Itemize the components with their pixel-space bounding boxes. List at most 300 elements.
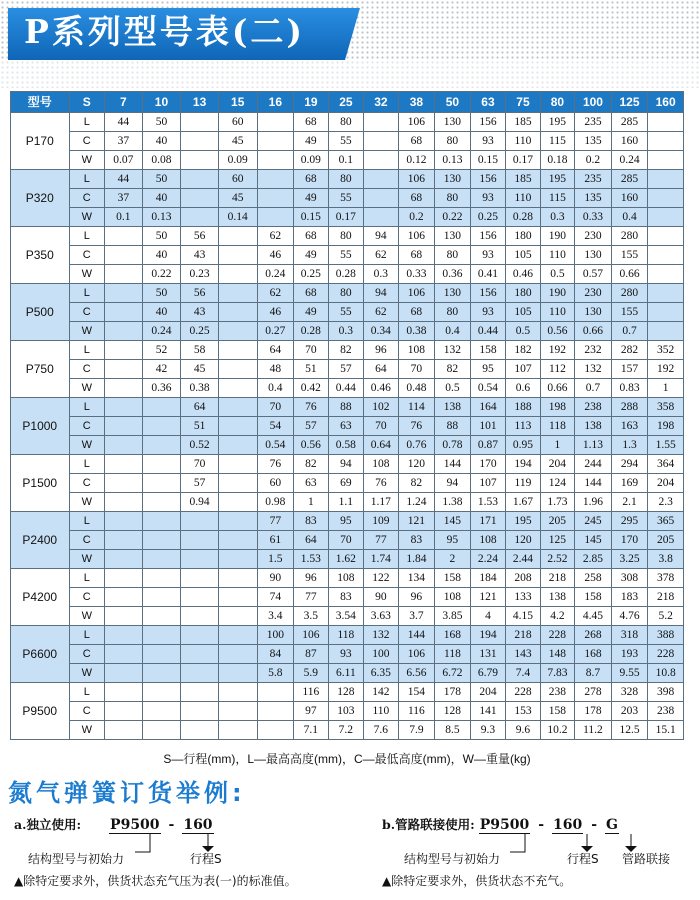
value-cell <box>105 683 143 702</box>
value-cell: 64 <box>257 341 294 360</box>
model-cell: P350 <box>11 227 70 284</box>
value-cell: 103 <box>328 702 364 721</box>
value-cell: 0.42 <box>294 379 328 398</box>
value-cell: 0.24 <box>611 151 648 170</box>
value-cell: 76 <box>294 398 328 417</box>
model-cell: P2400 <box>11 512 70 569</box>
row-type-cell: C <box>69 417 105 436</box>
example-b-note: ▲除特定要求外，供货状态不充气。 <box>382 874 572 888</box>
value-cell <box>105 417 143 436</box>
value-cell: 49 <box>294 246 328 265</box>
header-stroke-80: 80 <box>540 92 574 113</box>
value-cell: 0.41 <box>470 265 506 284</box>
value-cell: 83 <box>328 588 364 607</box>
value-cell: 7.9 <box>398 721 435 740</box>
value-cell: 114 <box>398 398 435 417</box>
value-cell <box>105 531 143 550</box>
value-cell: 7.2 <box>328 721 364 740</box>
value-cell: 60 <box>218 113 257 132</box>
value-cell <box>218 379 257 398</box>
value-cell: 51 <box>181 417 219 436</box>
value-cell: 70 <box>294 341 328 360</box>
value-cell: 235 <box>575 113 612 132</box>
table-row <box>11 645 684 664</box>
value-cell: 228 <box>648 645 684 664</box>
value-cell: 93 <box>328 645 364 664</box>
value-cell: 60 <box>218 170 257 189</box>
row-type-cell: L <box>69 170 105 189</box>
value-cell: 94 <box>364 284 398 303</box>
value-cell: 0.17 <box>328 208 364 227</box>
row-type-cell: L <box>69 341 105 360</box>
example-b-line <box>382 815 619 833</box>
value-cell: 1.84 <box>398 550 435 569</box>
header-stroke-100: 100 <box>575 92 612 113</box>
value-cell: 5.9 <box>294 664 328 683</box>
value-cell: 352 <box>648 341 684 360</box>
value-cell: 101 <box>470 417 506 436</box>
value-cell <box>181 550 219 569</box>
value-cell <box>105 227 143 246</box>
value-cell: 6.72 <box>435 664 471 683</box>
model-cell: P750 <box>11 341 70 398</box>
value-cell: 0.83 <box>611 379 648 398</box>
value-cell: 156 <box>470 284 506 303</box>
value-cell: 106 <box>398 170 435 189</box>
value-cell: 96 <box>294 569 328 588</box>
row-type-cell: W <box>69 664 105 683</box>
value-cell: 130 <box>575 303 612 322</box>
value-cell: 178 <box>575 702 612 721</box>
value-cell <box>142 569 181 588</box>
value-cell: 94 <box>435 474 471 493</box>
value-cell <box>142 702 181 721</box>
value-cell: 80 <box>328 113 364 132</box>
value-cell <box>181 607 219 626</box>
row-type-cell: L <box>69 398 105 417</box>
value-cell <box>105 569 143 588</box>
value-cell: 205 <box>648 531 684 550</box>
value-cell: 119 <box>506 474 540 493</box>
value-cell: 158 <box>575 588 612 607</box>
value-cell: 0.1 <box>105 208 143 227</box>
value-cell: 113 <box>506 417 540 436</box>
table-row <box>11 607 684 626</box>
value-cell: 190 <box>540 284 574 303</box>
value-cell: 230 <box>575 227 612 246</box>
value-cell <box>105 341 143 360</box>
value-cell <box>105 303 143 322</box>
value-cell: 0.5 <box>506 322 540 341</box>
header-stroke-32: 32 <box>364 92 398 113</box>
value-cell <box>218 398 257 417</box>
header-stroke: S <box>69 92 105 113</box>
example-a-annotation-model: 结构型号与初始力 <box>28 852 125 866</box>
value-cell: 0.33 <box>575 208 612 227</box>
value-cell <box>218 360 257 379</box>
value-cell: 58 <box>181 341 219 360</box>
value-cell: 0.4 <box>435 322 471 341</box>
table-row <box>11 398 684 417</box>
value-cell: 80 <box>435 246 471 265</box>
value-cell <box>218 607 257 626</box>
header-stroke-75: 75 <box>506 92 540 113</box>
value-cell: 0.13 <box>142 208 181 227</box>
table-row <box>11 626 684 645</box>
model-cell: P4200 <box>11 569 70 626</box>
value-cell: 49 <box>294 132 328 151</box>
value-cell <box>142 588 181 607</box>
value-cell: 364 <box>648 455 684 474</box>
value-cell: 258 <box>575 569 612 588</box>
value-cell: 268 <box>575 626 612 645</box>
value-cell: 1.55 <box>648 436 684 455</box>
value-cell: 1.53 <box>294 550 328 569</box>
value-cell <box>257 132 294 151</box>
value-cell: 365 <box>648 512 684 531</box>
table-row <box>11 379 684 398</box>
value-cell: 194 <box>470 626 506 645</box>
value-cell: 93 <box>470 246 506 265</box>
row-type-cell: L <box>69 284 105 303</box>
value-cell: 108 <box>364 455 398 474</box>
value-cell: 3.85 <box>435 607 471 626</box>
value-cell: 46 <box>257 246 294 265</box>
value-cell: 45 <box>218 132 257 151</box>
value-cell: 285 <box>611 113 648 132</box>
value-cell: 164 <box>470 398 506 417</box>
value-cell <box>218 417 257 436</box>
value-cell <box>105 721 143 740</box>
value-cell: 0.12 <box>398 151 435 170</box>
value-cell <box>181 170 219 189</box>
value-cell: 0.95 <box>506 436 540 455</box>
value-cell: 112 <box>540 360 574 379</box>
value-cell: 193 <box>611 645 648 664</box>
value-cell <box>218 303 257 322</box>
value-cell: 0.46 <box>506 265 540 284</box>
value-cell: 70 <box>328 531 364 550</box>
value-cell: 3.63 <box>364 607 398 626</box>
row-type-cell: L <box>69 227 105 246</box>
value-cell: 2 <box>435 550 471 569</box>
example-a-model-code: P9500 <box>110 817 160 833</box>
value-cell: 138 <box>435 398 471 417</box>
value-cell: 3.54 <box>328 607 364 626</box>
value-cell <box>181 626 219 645</box>
value-cell: 1.3 <box>611 436 648 455</box>
value-cell: 294 <box>611 455 648 474</box>
example-b-model-code: P9500 <box>479 817 530 833</box>
value-cell <box>105 588 143 607</box>
header-stroke-13: 13 <box>181 92 219 113</box>
value-cell: 77 <box>294 588 328 607</box>
value-cell <box>648 246 684 265</box>
row-type-cell: C <box>69 132 105 151</box>
value-cell: 0.54 <box>257 436 294 455</box>
table-row <box>11 341 684 360</box>
value-cell: 0.76 <box>398 436 435 455</box>
value-cell: 0.56 <box>294 436 328 455</box>
value-cell: 2.52 <box>540 550 574 569</box>
table-row <box>11 360 684 379</box>
value-cell: 1.73 <box>540 493 574 512</box>
model-cell: P9500 <box>11 683 70 740</box>
value-cell: 64 <box>364 360 398 379</box>
value-cell <box>105 284 143 303</box>
value-cell: 6.35 <box>364 664 398 683</box>
value-cell: 2.3 <box>648 493 684 512</box>
value-cell: 95 <box>328 512 364 531</box>
value-cell: 138 <box>540 588 574 607</box>
value-cell <box>218 626 257 645</box>
value-cell <box>257 189 294 208</box>
value-cell <box>218 512 257 531</box>
table-row <box>11 683 684 702</box>
table-header-row <box>11 92 684 113</box>
value-cell: 100 <box>364 645 398 664</box>
value-cell: 0.22 <box>142 265 181 284</box>
value-cell: 180 <box>506 227 540 246</box>
value-cell: 205 <box>540 512 574 531</box>
value-cell: 70 <box>398 360 435 379</box>
header-stroke-63: 63 <box>470 92 506 113</box>
value-cell: 228 <box>506 683 540 702</box>
value-cell <box>105 512 143 531</box>
value-cell: 106 <box>294 626 328 645</box>
value-cell: 398 <box>648 683 684 702</box>
value-cell <box>218 493 257 512</box>
value-cell: 46 <box>257 303 294 322</box>
value-cell: 62 <box>257 284 294 303</box>
value-cell: 90 <box>364 588 398 607</box>
value-cell: 120 <box>506 531 540 550</box>
value-cell: 198 <box>540 398 574 417</box>
value-cell: 121 <box>470 588 506 607</box>
value-cell: 0.5 <box>540 265 574 284</box>
value-cell <box>142 683 181 702</box>
value-cell: 125 <box>540 531 574 550</box>
table-row <box>11 569 684 588</box>
header-stroke-125: 125 <box>611 92 648 113</box>
value-cell: 106 <box>398 284 435 303</box>
example-b-separator-2: - <box>591 817 598 833</box>
value-cell: 84 <box>257 645 294 664</box>
value-cell: 158 <box>470 341 506 360</box>
value-cell: 0.34 <box>364 322 398 341</box>
value-cell: 8.5 <box>435 721 471 740</box>
value-cell: 0.66 <box>611 265 648 284</box>
model-cell: P1000 <box>11 398 70 455</box>
value-cell: 68 <box>294 227 328 246</box>
row-type-cell: C <box>69 588 105 607</box>
value-cell: 49 <box>294 303 328 322</box>
example-a-annotation-stroke: 行程S <box>190 852 222 866</box>
value-cell: 148 <box>540 645 574 664</box>
value-cell: 110 <box>364 702 398 721</box>
value-cell: 180 <box>506 284 540 303</box>
value-cell: 156 <box>470 227 506 246</box>
value-cell: 110 <box>506 189 540 208</box>
value-cell <box>257 151 294 170</box>
value-cell <box>105 702 143 721</box>
value-cell: 142 <box>364 683 398 702</box>
value-cell: 51 <box>294 360 328 379</box>
value-cell: 130 <box>435 227 471 246</box>
value-cell: 128 <box>328 683 364 702</box>
value-cell: 115 <box>540 189 574 208</box>
value-cell: 68 <box>398 303 435 322</box>
value-cell <box>181 645 219 664</box>
value-cell: 9.6 <box>506 721 540 740</box>
value-cell: 0.64 <box>364 436 398 455</box>
row-type-cell: L <box>69 569 105 588</box>
model-cell: P170 <box>11 113 70 170</box>
header-stroke-16: 16 <box>257 92 294 113</box>
row-type-cell: W <box>69 265 105 284</box>
value-cell: 156 <box>470 170 506 189</box>
value-cell: 96 <box>364 341 398 360</box>
value-cell: 45 <box>218 189 257 208</box>
value-cell: 1 <box>294 493 328 512</box>
value-cell: 116 <box>398 702 435 721</box>
value-cell: 68 <box>398 246 435 265</box>
value-cell <box>218 246 257 265</box>
value-cell: 63 <box>294 474 328 493</box>
value-cell: 184 <box>470 569 506 588</box>
value-cell: 182 <box>506 341 540 360</box>
value-cell: 144 <box>575 474 612 493</box>
value-cell <box>218 531 257 550</box>
row-type-cell: L <box>69 512 105 531</box>
value-cell: 188 <box>506 398 540 417</box>
value-cell <box>364 208 398 227</box>
row-type-cell: W <box>69 379 105 398</box>
value-cell: 1.17 <box>364 493 398 512</box>
table-row <box>11 151 684 170</box>
value-cell <box>105 379 143 398</box>
value-cell: 82 <box>398 474 435 493</box>
value-cell: 0.46 <box>364 379 398 398</box>
value-cell <box>105 322 143 341</box>
value-cell: 68 <box>294 284 328 303</box>
value-cell: 0.07 <box>105 151 143 170</box>
value-cell: 156 <box>470 113 506 132</box>
value-cell <box>648 208 684 227</box>
value-cell: 1 <box>648 379 684 398</box>
value-cell: 0.48 <box>398 379 435 398</box>
value-cell: 43 <box>181 303 219 322</box>
header-stroke-15: 15 <box>218 92 257 113</box>
value-cell <box>648 132 684 151</box>
table-row <box>11 550 684 569</box>
value-cell: 145 <box>575 531 612 550</box>
value-cell: 77 <box>257 512 294 531</box>
value-cell: 135 <box>575 132 612 151</box>
table-row <box>11 322 684 341</box>
value-cell <box>105 664 143 683</box>
value-cell <box>142 664 181 683</box>
value-cell <box>218 284 257 303</box>
value-cell: 52 <box>142 341 181 360</box>
value-cell: 80 <box>328 227 364 246</box>
value-cell: 110 <box>540 246 574 265</box>
value-cell: 77 <box>364 531 398 550</box>
value-cell: 60 <box>257 474 294 493</box>
value-cell: 116 <box>294 683 328 702</box>
value-cell <box>648 151 684 170</box>
value-cell <box>648 189 684 208</box>
table-row <box>11 113 684 132</box>
value-cell: 7.83 <box>540 664 574 683</box>
value-cell <box>364 170 398 189</box>
value-cell: 295 <box>611 512 648 531</box>
value-cell <box>218 664 257 683</box>
value-cell: 120 <box>398 455 435 474</box>
value-cell <box>142 417 181 436</box>
value-cell: 83 <box>294 512 328 531</box>
value-cell: 154 <box>398 683 435 702</box>
value-cell: 132 <box>435 341 471 360</box>
value-cell: 70 <box>181 455 219 474</box>
value-cell: 80 <box>435 189 471 208</box>
value-cell: 11.2 <box>575 721 612 740</box>
value-cell: 63 <box>328 417 364 436</box>
row-type-cell: C <box>69 303 105 322</box>
value-cell <box>105 436 143 455</box>
value-cell <box>218 436 257 455</box>
value-cell: 170 <box>611 531 648 550</box>
value-cell: 204 <box>540 455 574 474</box>
value-cell: 95 <box>470 360 506 379</box>
value-cell: 106 <box>398 227 435 246</box>
table-row <box>11 664 684 683</box>
value-cell: 118 <box>435 645 471 664</box>
table-row <box>11 493 684 512</box>
value-cell: 160 <box>611 189 648 208</box>
value-cell: 0.18 <box>540 151 574 170</box>
value-cell <box>105 360 143 379</box>
header-model: 型号 <box>11 92 70 113</box>
value-cell: 218 <box>506 626 540 645</box>
value-cell: 40 <box>142 189 181 208</box>
value-cell <box>218 455 257 474</box>
value-cell: 155 <box>611 246 648 265</box>
row-type-cell: W <box>69 493 105 512</box>
value-cell: 0.2 <box>575 151 612 170</box>
example-b-label: b.管路联接使用: <box>382 817 475 832</box>
value-cell: 1.74 <box>364 550 398 569</box>
value-cell: 62 <box>364 246 398 265</box>
row-type-cell: C <box>69 645 105 664</box>
table-row <box>11 303 684 322</box>
value-cell <box>648 303 684 322</box>
row-type-cell: C <box>69 474 105 493</box>
value-cell: 110 <box>506 132 540 151</box>
value-cell: 122 <box>364 569 398 588</box>
value-cell: 108 <box>470 531 506 550</box>
value-cell <box>218 341 257 360</box>
value-cell: 282 <box>611 341 648 360</box>
value-cell: 0.87 <box>470 436 506 455</box>
value-cell: 76 <box>257 455 294 474</box>
row-type-cell: L <box>69 626 105 645</box>
table-row <box>11 702 684 721</box>
value-cell: 195 <box>540 113 574 132</box>
value-cell <box>648 322 684 341</box>
value-cell: 108 <box>328 569 364 588</box>
value-cell: 97 <box>294 702 328 721</box>
